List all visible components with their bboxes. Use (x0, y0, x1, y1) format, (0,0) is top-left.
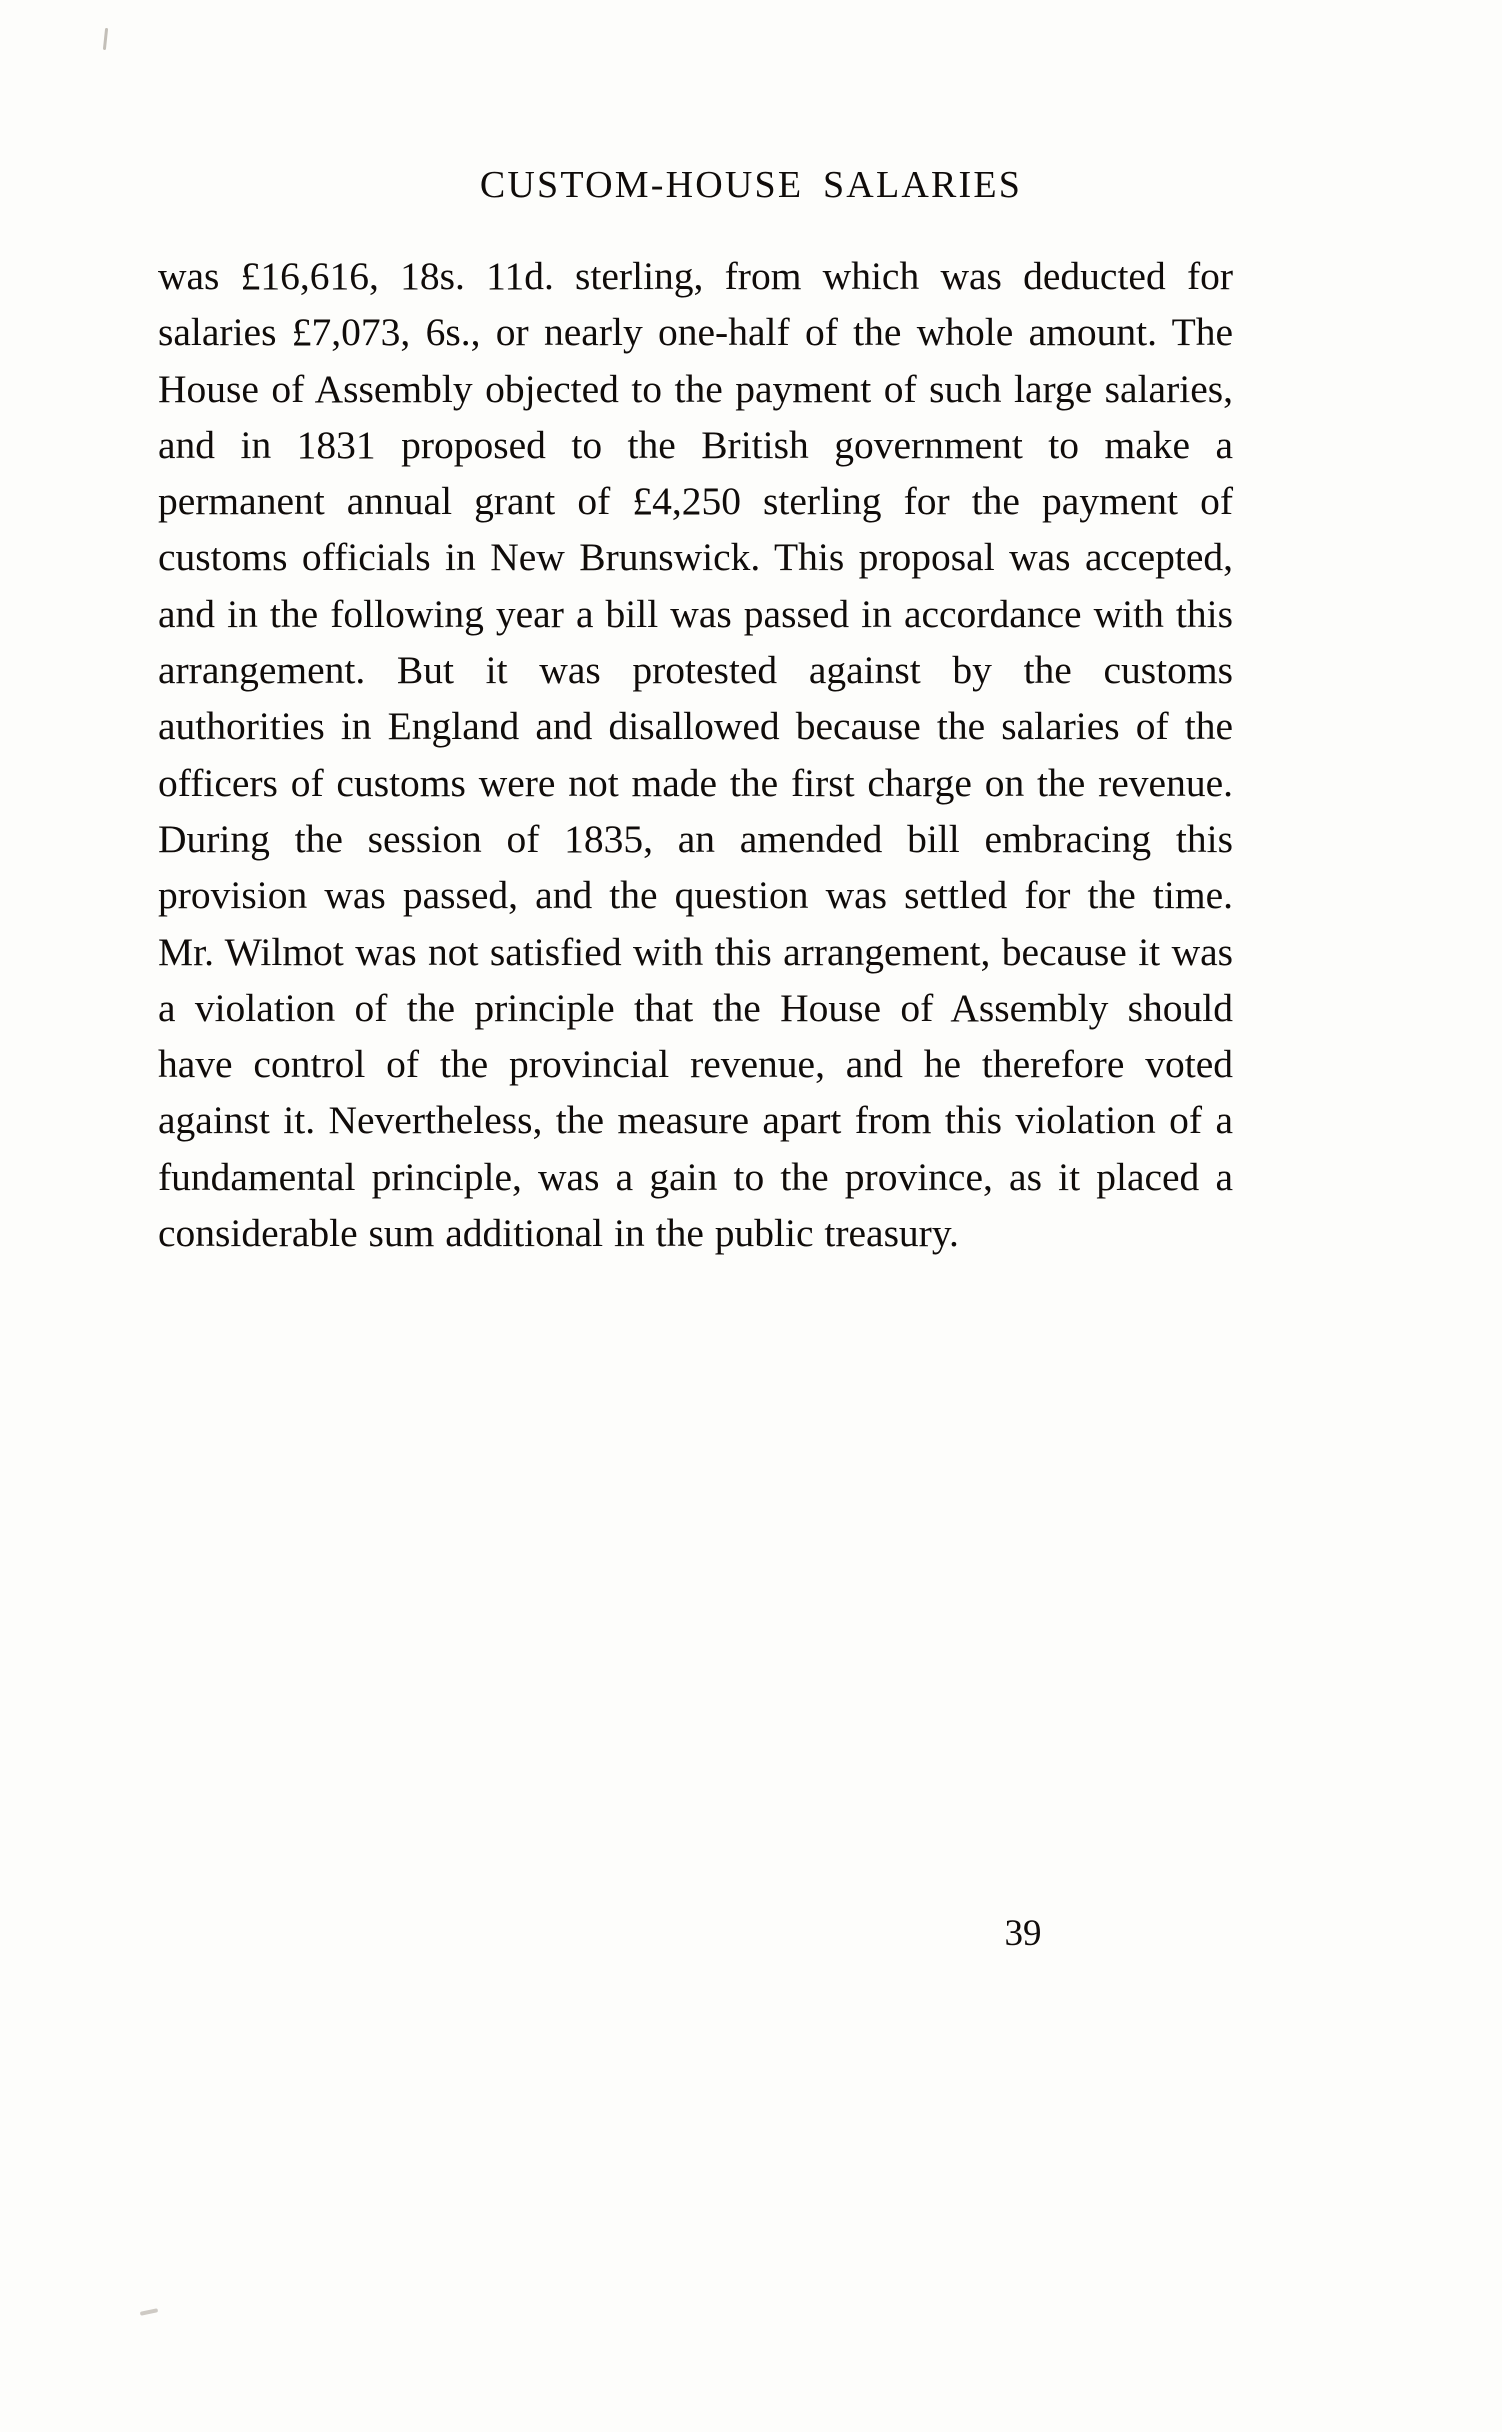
body-text-column (158, 248, 1233, 1261)
paragraph: was £16,616, 18s. 11d. sterling, from which was deducted for salaries £7,073, 6s., or nearly one-half of the whole amount. The House of Assembly objected to the payment of such large salaries, and in 1831 proposed to the British government to make a permanent annual grant of £4,250 sterling for the payment of customs officials in New Brunswick. This proposal was accepted, and in the following year a bill was passed in accordance with this arrangement. But it was protested against by the customs authorities in England and disallowed because the salaries of the officers of customs were not made the first charge on the revenue. During the session of 1835, an amended bill embracing this provision was passed, and the question was settled for the time. Mr. Wilmot was not satisfied with this arrangement, because it was a violation of the principle that the House of Assembly should have control of the provincial revenue, and he therefore voted against it. Nevertheless, the measure apart from this violation of a fundamental principle, was a gain to the province, as it placed a considerable sum additional in the public treasury. (158, 254, 1233, 1256)
page-number (0, 1912, 1502, 1955)
scan-speckle-bottom-icon (140, 2308, 158, 2316)
scan-speckle-top-icon (103, 28, 108, 50)
page-number-value: 39 (1004, 1913, 1042, 1954)
page-running-head: CUSTOM-HOUSE SALARIES (479, 164, 1023, 206)
